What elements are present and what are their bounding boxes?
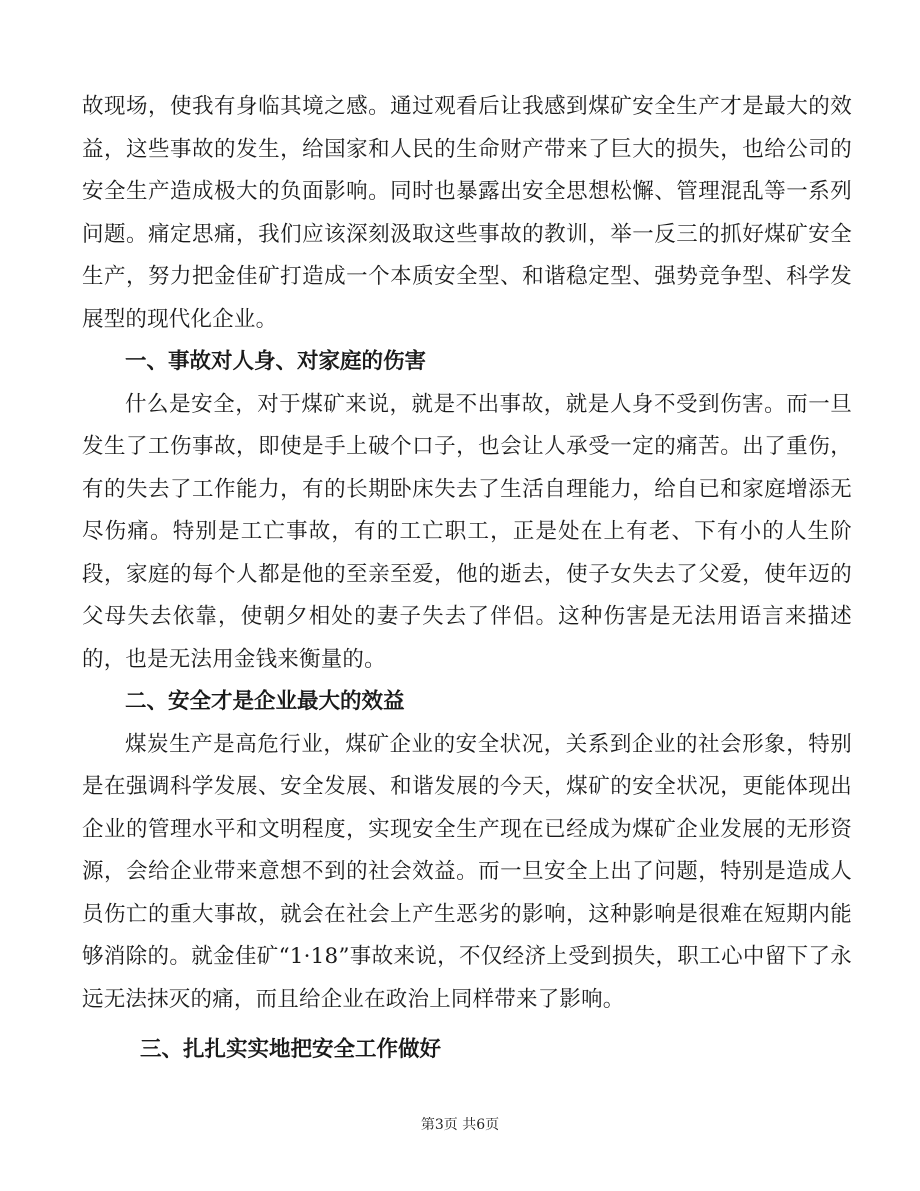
section-heading-2: 二、安全才是企业最大的效益 [125, 689, 405, 714]
section-heading-1: 一、事故对人身、对家庭的伤害 [125, 349, 427, 374]
section-heading-3: 三、扎扎实实地把安全工作做好 [140, 1037, 442, 1062]
document-body [82, 86, 852, 1072]
paragraph-intro: 故现场，使我有身临其境之感。通过观看后让我感到煤矿安全生产才是最大的效益，这些事故的发生，给国家和人民的生命财产带来了巨大的损失，也给公司的安全生产造成极大的负面影响。同时也暴露出安全思想松懈、管理混乱等一系列问题。痛定思痛，我们应该深刻汲取这些事故的教训，举一反三的抓好煤矿安全生产，努力把金佳矿打造成一个本质安全型、和谐稳定型、强势竞争型、科学发展型的现代化企业。 [82, 94, 852, 332]
paragraph-section-1: 什么是安全，对于煤矿来说，就是不出事故，就是人身不受到伤害。而一旦发生了工伤事故，即使是手上破个口子，也会让人承受一定的痛苦。出了重伤，有的失去了工作能力，有的长期卧床失去了生活自理能力，给自已和家庭增添无尽伤痛。特别是工亡事故，有的工亡职工，正是处在上有老、下有小的人生阶段，家庭的每个人都是他的至亲至爱，他的逝去，使子女失去了父爱，使年迈的父母失去依靠，使朝夕相处的妻子失去了伴侣。这种伤害是无法用语言来描述的，也是无法用金钱来衡量的。 [82, 391, 852, 672]
paragraph-section-2: 煤炭生产是高危行业，煤矿企业的安全状况，关系到企业的社会形象，特别是在强调科学发展、安全发展、和谐发展的今天，煤矿的安全状况，更能体现出企业的管理水平和文明程度，实现安全生产现在已经成为煤矿企业发展的无形资源，会给企业带来意想不到的社会效益。而一旦安全上出了问题，特别是造成人员伤亡的重大事故，就会在社会上产生恶劣的影响，这种影响是很难在短期内能够消除的。就金佳矿“1·18”事故来说，不仅经济上受到损失，职工心中留下了永远无法抹灭的痛，而且给企业在政治上同样带来了影响。 [82, 731, 852, 1012]
page-number-footer: 第3页 共6页 [420, 1117, 500, 1133]
